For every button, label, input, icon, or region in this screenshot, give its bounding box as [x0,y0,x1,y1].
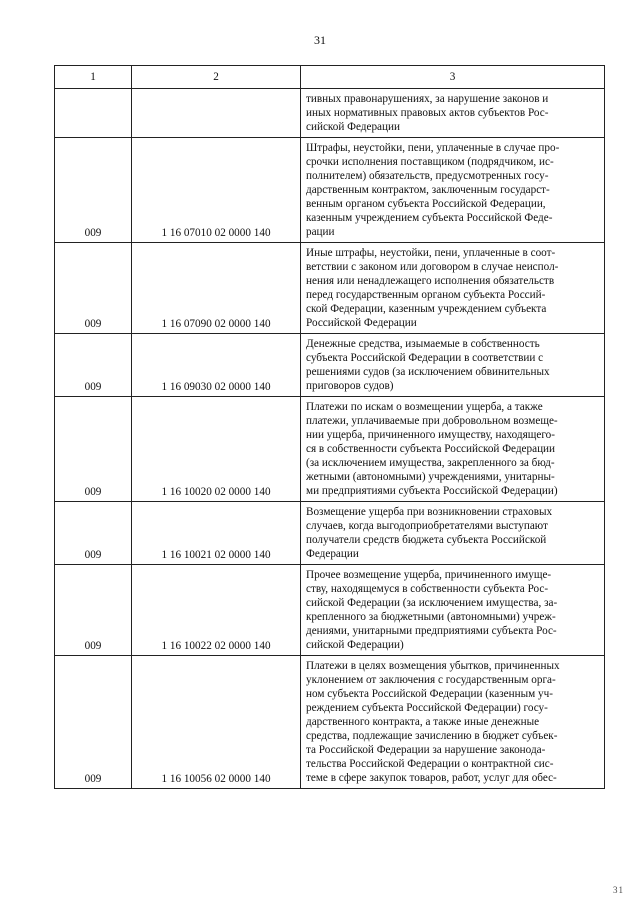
budget-code-table [54,65,605,789]
column-header-2: 2 [132,66,301,89]
description-line: жетными (автономными) учреждениями, унитарны- [306,471,555,483]
revenue-description-cell [301,565,605,656]
description-line: тельства Российской Федерации о контрактной сис- [306,758,554,770]
description-line: дарственным контрактом, заключенным государст- [306,184,550,196]
description-line: средства, подлежащие зачислению в бюджет субъек- [306,730,558,742]
revenue-description-cell [301,138,605,243]
description-line: ном субъекта Российской Федерации (казенным уч- [306,688,553,700]
corner-page-mark: 31 [613,885,624,895]
description-line: Федерации [306,548,359,560]
description-line: случаев, когда выгодоприобретателями выступают [306,520,548,532]
description-line: тивных правонарушениях, за нарушение законов и [306,93,549,105]
description-line: казенным учреждением субъекта Российской Феде- [306,212,553,224]
table-header [55,66,605,89]
description-line: сийской Федерации [306,121,400,133]
budget-classification-code-cell: 1 16 07010 02 0000 140 [132,138,301,243]
description-line: Платежи в целях возмещения убытков, причиненных [306,660,560,672]
table-row [55,334,605,397]
description-line: та Российской Федерации за нарушение законода- [306,744,546,756]
budget-classification-code-cell: 1 16 10021 02 0000 140 [132,502,301,565]
description-line: реждением субъекта Российской Федерации) госу- [306,702,548,714]
table-row [55,89,605,138]
admin-code-cell: 009 [55,502,132,565]
description-line: сийской Федерации) [306,639,404,651]
description-line: перед государственным органом субъекта Россий- [306,289,546,301]
description-line: ся в собственности субъекта Российской Федерации [306,443,556,455]
description-line: Возмещение ущерба при возникновении страховых [306,506,553,518]
budget-classification-code-cell: 1 16 10056 02 0000 140 [132,656,301,789]
description-line: венным органом субъекта Российской Федерации, [306,198,546,210]
description-line: решениями судов (за исключением обвинительных [306,366,550,378]
budget-classification-code-cell: 1 16 10022 02 0000 140 [132,565,301,656]
description-line: Российской Федерации [306,317,417,329]
admin-code-cell: 009 [55,565,132,656]
description-line: ветствии с законом или договором в случае неиспол- [306,261,559,273]
header-row [55,66,605,89]
revenue-description-cell [301,89,605,138]
description-line: (за исключением имущества, закрепленного за бюд- [306,457,555,469]
revenue-description-cell [301,397,605,502]
description-line: нии ущерба, причиненного имуществу, находящего- [306,429,555,441]
description-line: теме в сфере закупок товаров, работ, услуг для обес- [306,772,557,784]
description-line: рации [306,226,335,238]
admin-code-cell: 009 [55,397,132,502]
column-header-3: 3 [301,66,605,89]
admin-code-cell: 009 [55,138,132,243]
admin-code-cell: 009 [55,243,132,334]
revenue-description-cell [301,243,605,334]
description-line: Штрафы, неустойки, пени, уплаченные в случае про- [306,142,560,154]
description-line: нения или ненадлежащего исполнения обязательств [306,275,555,287]
table-row [55,565,605,656]
description-line: иных нормативных правовых актов субъектов Рос- [306,107,549,119]
budget-classification-code-cell: 1 16 10020 02 0000 140 [132,397,301,502]
description-line: субъекта Российской Федерации в соответствии с [306,352,544,364]
description-line: дениями, унитарными предприятиями субъекта Рос- [306,625,557,637]
description-line: полнителем) обязательств, предусмотренных госу- [306,170,549,182]
page-number: 31 [314,33,326,47]
description-line: Платежи по искам о возмещении ущерба, а также [306,401,543,413]
revenue-description-cell [301,502,605,565]
budget-classification-code-cell: 1 16 07090 02 0000 140 [132,243,301,334]
description-line: получатели средств бюджета субъекта Российской [306,534,547,546]
description-line: сийской Федерации (за исключением имущества, за- [306,597,558,609]
description-line: Денежные средства, изымаемые в собственность [306,338,540,350]
description-line: Иные штрафы, неустойки, пени, уплаченные в соот- [306,247,556,259]
revenue-description-cell [301,656,605,789]
admin-code-cell: 009 [55,334,132,397]
description-line: ству, находящемуся в собственности субъекта Рос- [306,583,549,595]
table-body [55,89,605,789]
table-row [55,656,605,789]
budget-classification-code-cell: 1 16 09030 02 0000 140 [132,334,301,397]
description-line: ми предприятиями субъекта Российской Федерации) [306,485,558,497]
table-row [55,502,605,565]
description-line: приговоров судов) [306,380,394,392]
table-row [55,397,605,502]
column-header-1: 1 [55,66,132,89]
revenue-description-cell [301,334,605,397]
admin-code-cell [55,89,132,138]
description-line: крепленного за бюджетными (автономными) учреж- [306,611,556,623]
admin-code-cell: 009 [55,656,132,789]
description-line: ской Федерации, казенным учреждением субъекта [306,303,547,315]
description-line: срочки исполнения поставщиком (подрядчиком, ис- [306,156,554,168]
table-row [55,138,605,243]
budget-classification-code-cell [132,89,301,138]
description-line: уклонением от заключения с государственным орга- [306,674,556,686]
description-line: дарственного контракта, а также иные денежные [306,716,540,728]
table-row [55,243,605,334]
description-line: платежи, уплачиваемые при добровольном возмеще- [306,415,558,427]
description-line: Прочее возмещение ущерба, причиненного имуще- [306,569,552,581]
